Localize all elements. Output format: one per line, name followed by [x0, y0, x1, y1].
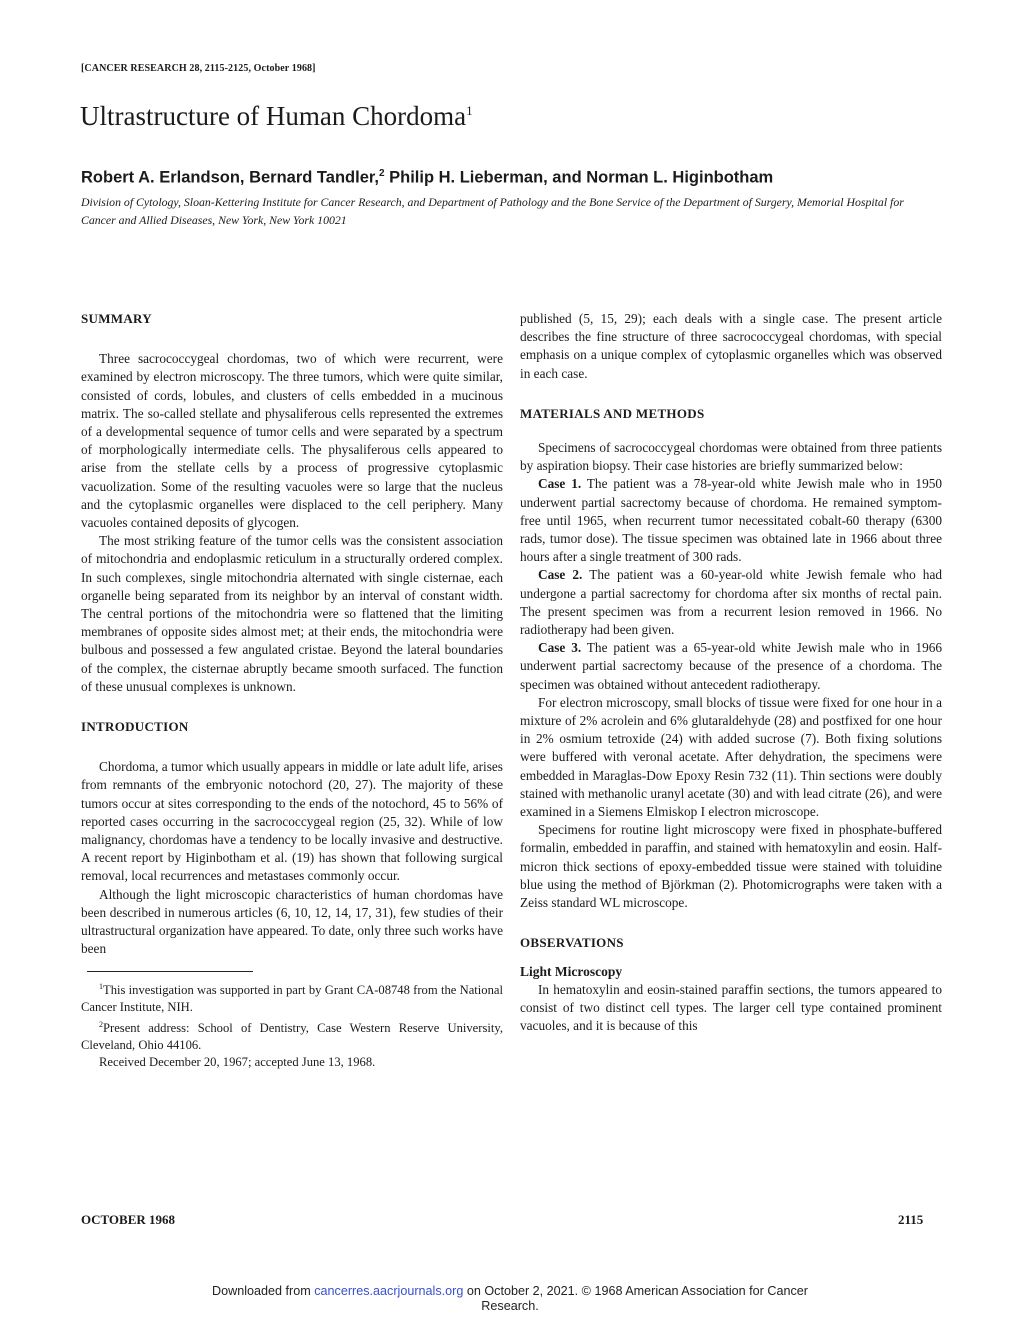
case-2-label: Case 2.: [538, 567, 583, 583]
left-column: [81, 310, 503, 1071]
footnote-1: [81, 978, 503, 1016]
case-2: [520, 566, 942, 639]
title-text: Ultrastructure of Human Chordoma: [80, 101, 467, 131]
journal-reference: [CANCER RESEARCH 28, 2115-2125, October 1968]: [81, 63, 316, 74]
introduction-continuation: published (5, 15, 29); each deals with a single case. The present article describes the fine structure of three sacrococcygeal chordomas, with special emphasis on a unique complex of cytoplasmic organelles which was observed in each case.: [520, 311, 942, 381]
case-1-text: The patient was a 78-year-old white Jewish male who in 1950 underwent partial sacrectomy because of chordoma. He remained symptom-free until 1965, when recurrent tumor necessitated cobalt-60 therapy (6300 rads, tumor dose). The tissue specimen was obtained late in 1966 about three hours after a single treatment of 300 rads.: [520, 476, 943, 565]
case-1: [520, 475, 942, 566]
issue-date: OCTOBER 1968: [81, 1212, 176, 1227]
page-number: 2115: [898, 1212, 924, 1227]
download-notice: [0, 1284, 1020, 1314]
download-suffix: on October 2, 2021. © 1968 American Association for Cancer: [463, 1284, 808, 1298]
light-microscopy-heading: Light Microscopy: [520, 963, 623, 979]
methods-paragraph-2: For electron microscopy, small blocks of tissue were fixed for one hour in a mixture of 2% acrolein and 6% glutaraldehyde (28) and postfixed for one hour in 2% osmium tetroxide (24) with added sucrose (7). Both fixing solutions were buffered with veronal acetate. After dehydration, the specimens were embedded in Maraglas-Dow Epoxy Resin 732 (11). Thin sections were doubly stained with methanolic uranyl acetate (30) and with lead citrate (26), and were examined in a Siemens Elmiskop I electron microscope.: [520, 694, 943, 820]
footnote-rule: [87, 971, 253, 972]
observations-paragraph-1: In hematoxylin and eosin-stained paraffin sections, the tumors appeared to consist of two distinct cell types. The larger cell type contained prominent vacuoles, and it is because of this: [520, 981, 942, 1034]
journal-link[interactable]: cancerres.aacrjournals.org: [314, 1284, 464, 1298]
introduction-paragraph-2: Although the light microscopic characteristics of human chordomas have been described in numerous articles (6, 10, 12, 14, 17, 31), few studies of their ultrastructural organization have appeared. To date, only three such works have been: [81, 886, 503, 957]
footnote-1-text: This investigation was supported in part by Grant CA-08748 from the National Cancer Institute, NIH.: [81, 982, 503, 1014]
case-3: [520, 639, 942, 694]
case-1-label: Case 1.: [538, 476, 582, 492]
introduction-heading: INTRODUCTION: [81, 719, 189, 735]
paper-title: [80, 101, 473, 132]
summary-heading: SUMMARY: [81, 311, 152, 326]
footnote-2-text: Present address: School of Dentistry, Case Western Reserve University, Cleveland, Ohio 44106.: [81, 1020, 503, 1052]
introduction-paragraph-1: Chordoma, a tumor which usually appears in middle or late adult life, arises from remnants of the embryonic notochord (20, 27). The majority of these tumors occur at sites corresponding to the ends of the notochord, 45 to 56% of reported cases occurring in the sacrococcygeal region (25, 32). While of low malignancy, chordomas have a tendency to be locally invasive and destructive. A recent report by Higinbotham et al. (19) has shown that following surgical removal, local recurrences and metastases commonly occur.: [81, 759, 503, 884]
case-3-text: The patient was a 65-year-old white Jewish male who in 1966 underwent partial sacrectomy because of the presence of a chordoma. The specimen was obtained without antecedent radiotherapy.: [520, 640, 943, 692]
methods-paragraph-1: Specimens of sacrococcygeal chordomas were obtained from three patients by aspiration biopsy. Their case histories are briefly summarized below:: [520, 440, 942, 474]
right-column: [520, 310, 942, 1035]
summary-paragraph-1: Three sacrococcygeal chordomas, two of which were recurrent, were examined by electron microscopy. The three tumors, which were quite similar, consisted of cords, lobules, and clusters of cells embedded in a mucinous matrix. The so-called stellate and physaliferous cells represented the extremes of a developmental sequence of tumor cells and were separated by a spectrum of morphologically intermediate cells. The physaliferous cells appeared to arise from the stellate cells by a process of progressive cytoplasmic vacuolization. Some of the resulting vacuoles were so large that the nucleus and the cytoplasmic organelles were displaced to the cell periphery. Many vacuoles contained deposits of glycogen.: [81, 351, 503, 531]
author-footnote-mark: 2: [378, 168, 385, 179]
footnote-1-mark: 1: [99, 981, 103, 991]
case-2-text: The patient was a 60-year-old white Jewish female who had undergone a partial sacrectomy for chordoma after six months of rectal pain. The present specimen was from a recurrent lesion removed in 1966. No radiotherapy had been given.: [520, 567, 943, 638]
footnote-2-mark: 2: [99, 1019, 103, 1029]
summary-paragraph-2: The most striking feature of the tumor cells was the consistent association of mitochondria and endoplasmic reticulum in a structurally ordered complex. In such complexes, single mitochondria alternated with single cisternae, each organelle being separated from its neighbor by an interval of constant width. The central portions of the mitochondria were so flattened that the limiting membranes of opposite sides almost met; at their ends, the mitochondria were bulbous and possessed a few angulated cristae. Beyond the lateral boundaries of the complex, the cisternae abruptly became smooth surfaced. The function of these unusual complexes is unknown.: [81, 533, 503, 694]
download-prefix: Downloaded from: [212, 1284, 315, 1298]
footnote-2: [81, 1016, 503, 1054]
author-list: [81, 168, 773, 188]
case-3-label: Case 3.: [538, 640, 582, 656]
methods-paragraph-3: Specimens for routine light microscopy were fixed in phosphate-buffered formalin, embedded in paraffin, and stained with hematoxylin and eosin. Half-micron thick sections of epoxy-embedded tissue were stained with toluidine blue using the method of Björkman (2). Photomicrographs were taken with a Zeiss standard WL microscope.: [520, 822, 942, 911]
download-line-2: Research.: [481, 1299, 539, 1313]
received-note: Received December 20, 1967; accepted June 13, 1968.: [99, 1054, 376, 1069]
title-footnote-mark: 1: [466, 103, 473, 118]
observations-heading: OBSERVATIONS: [520, 935, 624, 951]
methods-heading: MATERIALS AND METHODS: [520, 405, 705, 421]
authors-part-1: Robert A. Erlandson, Bernard Tandler,: [81, 168, 379, 187]
authors-part-2: Philip H. Lieberman, and Norman L. Higinbotham: [384, 168, 774, 187]
affiliation: Division of Cytology, Sloan-Kettering Institute for Cancer Research, and Department of Pathology and the Bone Service of the Department of Surgery, Memorial Hospital for Cancer and Allied Diseases, New York, New York 10021: [81, 195, 904, 227]
